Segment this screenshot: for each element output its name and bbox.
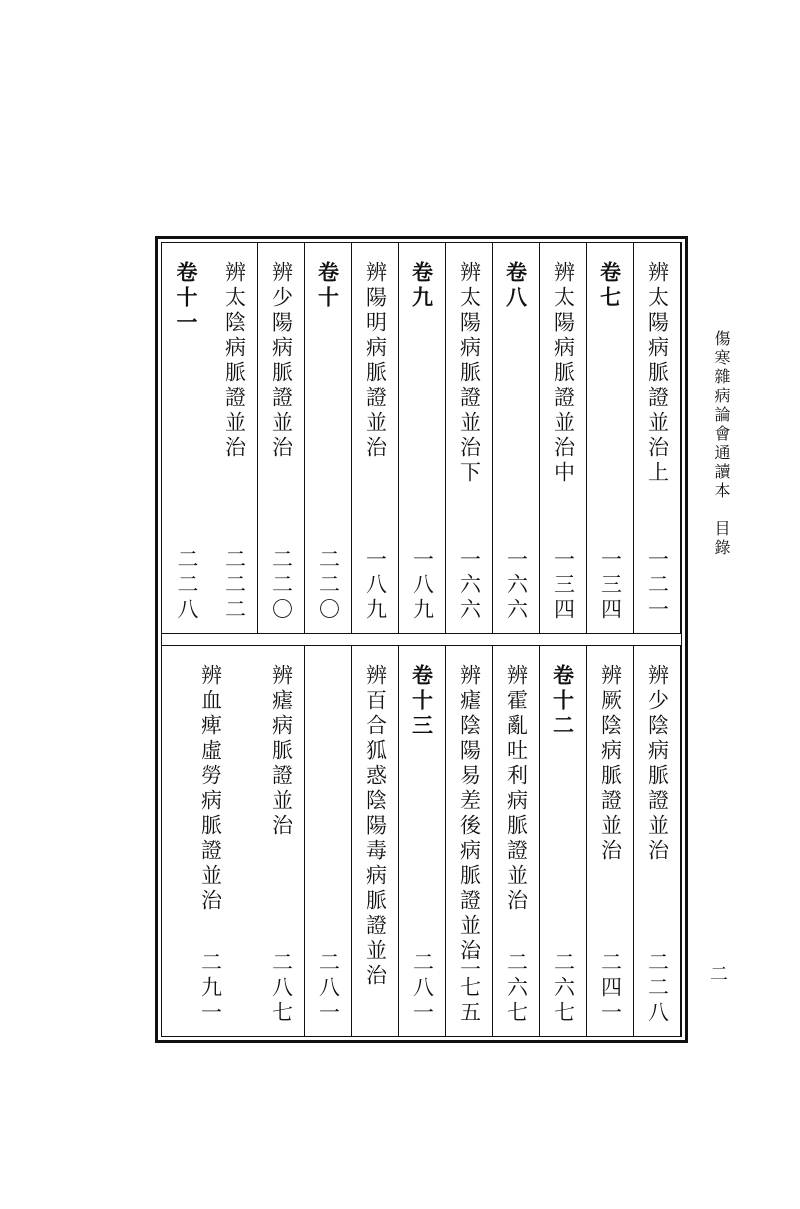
page-number: 二八一 bbox=[316, 951, 341, 1026]
folio-page-number: 二 bbox=[710, 964, 728, 985]
page-number: 二二〇 bbox=[269, 548, 294, 623]
toc-entry bbox=[493, 646, 540, 1036]
chapter-title: 辨太陽病脈證並治中 bbox=[551, 261, 576, 486]
page-number: 二八七 bbox=[269, 951, 294, 1026]
toc-entry bbox=[634, 243, 681, 633]
toc-entry bbox=[587, 243, 634, 633]
chapter-title: 辨瘧陰陽易差後病脈證並治 bbox=[457, 664, 482, 964]
volume-heading: 卷九 bbox=[409, 261, 435, 311]
chapter-title: 辨太陽病脈證並治上 bbox=[645, 261, 670, 486]
page-number: 二二八 bbox=[645, 951, 670, 1026]
toc-bottom-row bbox=[162, 646, 681, 1036]
toc-entry bbox=[352, 646, 399, 1036]
toc-entry bbox=[399, 646, 446, 1036]
page-number: 一六六 bbox=[504, 548, 529, 623]
volume-heading: 卷十 bbox=[315, 261, 341, 311]
page-number: 一三四 bbox=[551, 548, 576, 623]
page-number: 二九一 bbox=[198, 951, 223, 1026]
chapter-title: 辨太陽病脈證並治下 bbox=[457, 261, 482, 486]
toc-entry bbox=[258, 646, 305, 1036]
chapter-title: 辨少陰病脈證並治 bbox=[645, 664, 670, 864]
chapter-title: 辨厥陰病脈證並治 bbox=[598, 664, 623, 864]
toc-entry bbox=[305, 646, 352, 1036]
page-number: 一二一 bbox=[645, 548, 670, 623]
chapter-title: 辨霍亂吐利病脈證並治 bbox=[504, 664, 529, 914]
toc-entry bbox=[634, 646, 681, 1036]
toc-entry bbox=[540, 646, 587, 1036]
toc-entry bbox=[352, 243, 399, 633]
toc-frame bbox=[155, 236, 688, 1043]
page-number: 一八九 bbox=[410, 548, 435, 623]
volume-heading: 卷七 bbox=[597, 261, 623, 311]
volume-heading: 卷十一 bbox=[174, 261, 199, 336]
toc-entry bbox=[258, 243, 305, 633]
page-number: 一六六 bbox=[457, 548, 482, 623]
chapter-title: 辨陽明病脈證並治 bbox=[363, 261, 388, 461]
toc-entry bbox=[399, 243, 446, 633]
running-title: 傷寒雜病論會通讀本 目錄 bbox=[712, 330, 731, 558]
chapter-title: 辨太陰病脈證並治 bbox=[222, 261, 247, 461]
toc-top-row bbox=[162, 243, 681, 633]
page-number: 二四一 bbox=[598, 951, 623, 1026]
toc-entry bbox=[540, 243, 587, 633]
chapter-title: 辨少陽病脈證並治 bbox=[269, 261, 294, 461]
volume-heading: 卷八 bbox=[503, 261, 529, 311]
page-number: 二七五 bbox=[457, 951, 482, 1026]
page-number: 二六七 bbox=[504, 951, 529, 1026]
toc-entry bbox=[211, 243, 258, 633]
toc-entry bbox=[162, 243, 211, 633]
chapter-title: 辨百合狐惑陰陽毒病脈證並治 bbox=[363, 664, 388, 989]
volume-heading: 卷十三 bbox=[409, 664, 435, 739]
toc-entry bbox=[305, 243, 352, 633]
toc-entry bbox=[446, 243, 493, 633]
chapter-title: 辨瘧病脈證並治 bbox=[269, 664, 294, 839]
page-number: 二二〇 bbox=[316, 548, 341, 623]
toc-entry bbox=[162, 646, 258, 1036]
page-number: 二二二 bbox=[222, 548, 247, 623]
toc-entry bbox=[493, 243, 540, 633]
page-number: 一三四 bbox=[598, 548, 623, 623]
toc-entry bbox=[587, 646, 634, 1036]
volume-heading: 卷十二 bbox=[550, 664, 576, 739]
toc-inner-frame bbox=[161, 242, 682, 1037]
toc-entry bbox=[446, 646, 493, 1036]
page-number: 二六七 bbox=[551, 951, 576, 1026]
page-number: 一八九 bbox=[363, 548, 388, 623]
page-number: 二八一 bbox=[410, 951, 435, 1026]
page-number: 二二八 bbox=[175, 548, 199, 623]
row-divider-1 bbox=[162, 633, 681, 634]
chapter-title: 辨血痺虛勞病脈證並治 bbox=[198, 664, 223, 914]
